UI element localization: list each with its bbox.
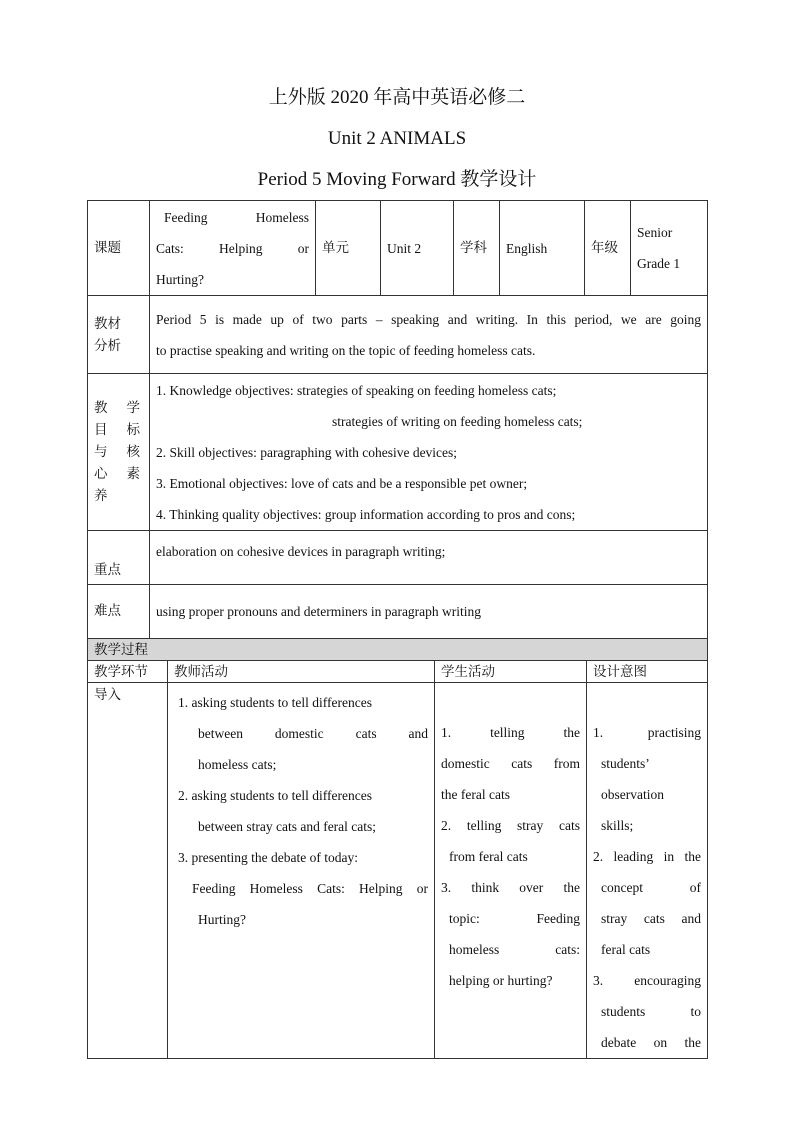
process-title: 教学过程 [88,639,708,661]
obj-char: 教 [94,400,108,416]
obj-char: 目 [94,422,108,438]
doc-title-line1: 上外版 2020 年高中英语必修二 [268,87,526,108]
analysis-text [150,296,708,374]
analysis-label [88,296,150,374]
obj-char: 与 [94,444,108,460]
focus-label: 重点 [88,531,150,585]
header-teacher: 教师活动 [168,661,435,683]
topic-label: 课题 [88,201,150,296]
obj-char: 养 [94,488,108,504]
design-line: 2. leading in the [593,849,701,864]
teaching-process-table [87,638,708,1059]
focus-text: elaboration on cohesive devices in paragraph writing; [150,531,708,585]
student-line: 2. telling stray cats [441,818,580,833]
teacher-line: 3. presenting the debate of today: [178,850,358,865]
obj-char: 学 [126,400,140,416]
focus-row [88,531,708,585]
design-line: stray cats and [601,911,701,926]
unit-label: 单元 [316,201,381,296]
grade-label: 年级 [585,201,631,296]
process-header-row [88,661,708,683]
info-row [88,201,708,296]
doc-title-line2: Unit 2 ANIMALS [327,128,467,149]
topic-line: Cats: Helping or [156,240,309,256]
student-line: 1. telling the [441,725,580,740]
analysis-line: to practise speaking and writing on the topic of feeding homeless cats. [156,342,536,358]
header-design: 设计意图 [587,661,708,683]
design-line: concept of [601,880,701,895]
teacher-line: Feeding Homeless Cats: Helping or [192,881,428,896]
design-line: debate on the [601,1035,701,1050]
student-line: helping or hurting? [449,973,553,988]
teacher-line: between domestic cats and [198,726,428,741]
stage-cell: 导入 [88,683,168,1059]
objective-line: strategies of writing on feeding homeless cats; [332,413,583,429]
teacher-line: Hurting? [198,912,246,927]
obj-char: 标 [126,422,140,438]
header-student: 学生活动 [435,661,587,683]
difficulty-label: 难点 [88,585,150,639]
student-line: domestic cats from [441,756,580,771]
teacher-activities [168,683,435,1059]
obj-char: 素 [126,466,140,482]
topic-line: Feeding Homeless [164,209,309,225]
objective-line: 1. Knowledge objectives: strategies of speaking on feeding homeless cats; [156,382,557,398]
design-line: students’ [601,756,650,771]
objective-line: 4. Thinking quality objectives: group information according to pros and cons; [156,506,576,522]
grade-line: Senior [637,225,673,240]
topic-value [150,201,316,296]
design-line: 3. encouraging [593,973,701,988]
objective-line: 3. Emotional objectives: love of cats and be a responsible pet owner; [156,475,528,491]
student-line: from feral cats [449,849,528,864]
difficulty-text: using proper pronouns and determiners in paragraph writing [150,585,708,639]
grade-line: Grade 1 [637,256,681,271]
lesson-info-table [87,200,708,639]
student-line: 3. think over the [441,880,580,895]
teacher-line: between stray cats and feral cats; [198,819,377,834]
header-stage: 教学环节 [88,661,168,683]
student-line: topic: Feeding [449,911,580,926]
design-intent [587,683,708,1059]
analysis-label-line: 分析 [94,337,121,354]
analysis-row [88,296,708,374]
design-line: students to [601,1004,701,1019]
obj-char: 核 [126,444,140,460]
design-line: feral cats [601,942,651,957]
analysis-line: Period 5 is made up of two parts – speaking and writing. In this period, we are going [156,311,701,327]
teacher-line: 1. asking students to tell differences [178,695,372,710]
design-line: observation [601,787,664,802]
subject-label: 学科 [454,201,500,296]
objectives-label [88,374,150,531]
doc-title-line3: Period 5 Moving Forward 教学设计 [257,169,537,190]
student-line: the feral cats [441,787,510,802]
process-title-row [88,639,708,661]
objectives-row [88,374,708,531]
teacher-line: 2. asking students to tell differences [178,788,372,803]
teacher-line: homeless cats; [198,757,277,772]
grade-value [631,201,708,296]
subject-value: English [500,201,585,296]
analysis-label-line: 教材 [94,315,121,332]
obj-char: 心 [94,466,108,482]
process-intro-row [88,683,708,1059]
topic-line: Hurting? [156,271,204,287]
student-line: homeless cats: [449,942,580,957]
objective-line: 2. Skill objectives: paragraphing with cohesive devices; [156,444,458,460]
student-activities [435,683,587,1059]
unit-value: Unit 2 [381,201,454,296]
design-line: skills; [601,818,634,833]
difficulty-row [88,585,708,639]
design-line: 1. practising [593,725,701,740]
objectives-text [150,374,708,531]
